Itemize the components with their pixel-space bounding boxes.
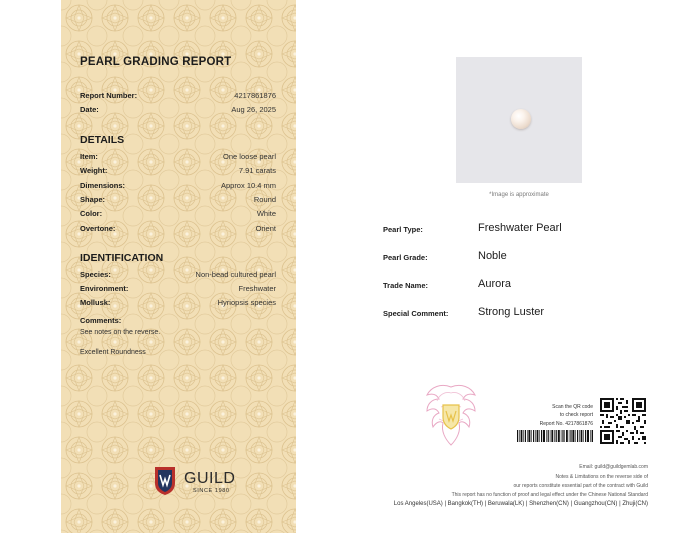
qr-instruction-1: Scan the QR code bbox=[552, 404, 593, 410]
identification-value: Hyriopsis species bbox=[217, 298, 276, 307]
detail-label: Weight: bbox=[80, 166, 108, 175]
detail-label: Color: bbox=[80, 209, 103, 218]
comments-label: Comments: bbox=[80, 316, 122, 325]
footer-locations: Los Angeles(USA) | Bangkok(TH) | Beruwala(LK) | Shenzhen(CN) | Guangzhou(CN) | Zhuji(CN) bbox=[393, 501, 648, 507]
footer-notes-2: our reports constitute essential part of the contract with Guild bbox=[513, 483, 648, 489]
date-row bbox=[80, 105, 276, 117]
detail-row-shape bbox=[80, 195, 276, 207]
detail-row-color bbox=[80, 209, 276, 221]
qr-instruction-2: to check report bbox=[559, 412, 593, 418]
footer-notes-1: Notes & Limitations on the reverse side of bbox=[555, 474, 648, 480]
detail-row-dimensions bbox=[80, 181, 276, 193]
report-details-content bbox=[80, 0, 276, 533]
report-title: PEARL GRADING REPORT bbox=[80, 56, 232, 68]
spec-row-pearl-type bbox=[383, 222, 623, 238]
report-number-label: Report Number: bbox=[80, 91, 138, 100]
identification-label: Mollusk: bbox=[80, 298, 111, 307]
footer-email: Email: guild@guildgemlab.com bbox=[579, 464, 648, 470]
identification-value: Freshwater bbox=[238, 284, 276, 293]
detail-label: Item: bbox=[80, 152, 98, 161]
identification-heading: IDENTIFICATION bbox=[80, 252, 164, 264]
detail-row-overtone bbox=[80, 224, 276, 236]
detail-value: Approx 10.4 mm bbox=[220, 181, 276, 190]
report-left-panel bbox=[61, 0, 296, 533]
detail-value: White bbox=[256, 209, 276, 218]
detail-value: One loose pearl bbox=[223, 152, 276, 161]
detail-value: 7.91 carats bbox=[238, 166, 276, 175]
pearl-photo bbox=[456, 57, 582, 183]
spec-value: Freshwater Pearl bbox=[478, 222, 562, 234]
qr-code-icon bbox=[600, 398, 646, 444]
hologram-seal-icon bbox=[423, 381, 479, 449]
spec-label: Pearl Type: bbox=[383, 225, 423, 234]
spec-row-pearl-grade bbox=[383, 250, 623, 266]
detail-value: Orient bbox=[255, 224, 276, 233]
spec-value: Noble bbox=[478, 250, 507, 262]
spec-value: Strong Luster bbox=[478, 306, 545, 318]
logo-since: SINCE 1980 bbox=[193, 488, 230, 494]
detail-label: Dimensions: bbox=[80, 181, 126, 190]
detail-value: Round bbox=[253, 195, 276, 204]
identification-row-mollusk bbox=[80, 298, 276, 310]
comment-line: Excellent Roundness bbox=[80, 349, 146, 356]
identification-label: Species: bbox=[80, 270, 111, 279]
identification-value: Non-bead cultured pearl bbox=[195, 270, 276, 279]
image-caption: *Image is approximate bbox=[489, 192, 549, 198]
date-label: Date: bbox=[80, 105, 99, 114]
spec-row-special-comment bbox=[383, 306, 623, 322]
pearl-image bbox=[511, 109, 531, 129]
date-value: Aug 26, 2025 bbox=[231, 105, 276, 114]
spec-label: Special Comment: bbox=[383, 309, 449, 318]
spec-label: Trade Name: bbox=[383, 281, 429, 290]
verification-block bbox=[515, 398, 649, 446]
guild-shield-icon bbox=[154, 466, 176, 496]
detail-row-item bbox=[80, 152, 276, 164]
report-number-row bbox=[80, 91, 276, 103]
spec-value: Aurora bbox=[478, 278, 512, 290]
spec-row-trade-name bbox=[383, 278, 623, 294]
detail-label: Overtone: bbox=[80, 224, 116, 233]
identification-row-species bbox=[80, 270, 276, 282]
spec-label: Pearl Grade: bbox=[383, 253, 428, 262]
barcode-icon bbox=[517, 430, 593, 442]
comment-line: See notes on the reverse. bbox=[80, 329, 161, 336]
identification-row-environment bbox=[80, 284, 276, 296]
detail-label: Shape: bbox=[80, 195, 106, 204]
qr-report-number: Report No. 4217861876 bbox=[539, 421, 593, 427]
footer-notes-3: This report has no function of proof and legal effect under the Chinese National Standard bbox=[451, 492, 648, 498]
logo-wordmark: GUILD bbox=[184, 470, 236, 487]
report-number-value: 4217861876 bbox=[234, 91, 276, 100]
guild-logo bbox=[154, 466, 254, 498]
detail-row-weight bbox=[80, 166, 276, 178]
details-heading: DETAILS bbox=[80, 134, 125, 146]
identification-label: Environment: bbox=[80, 284, 129, 293]
